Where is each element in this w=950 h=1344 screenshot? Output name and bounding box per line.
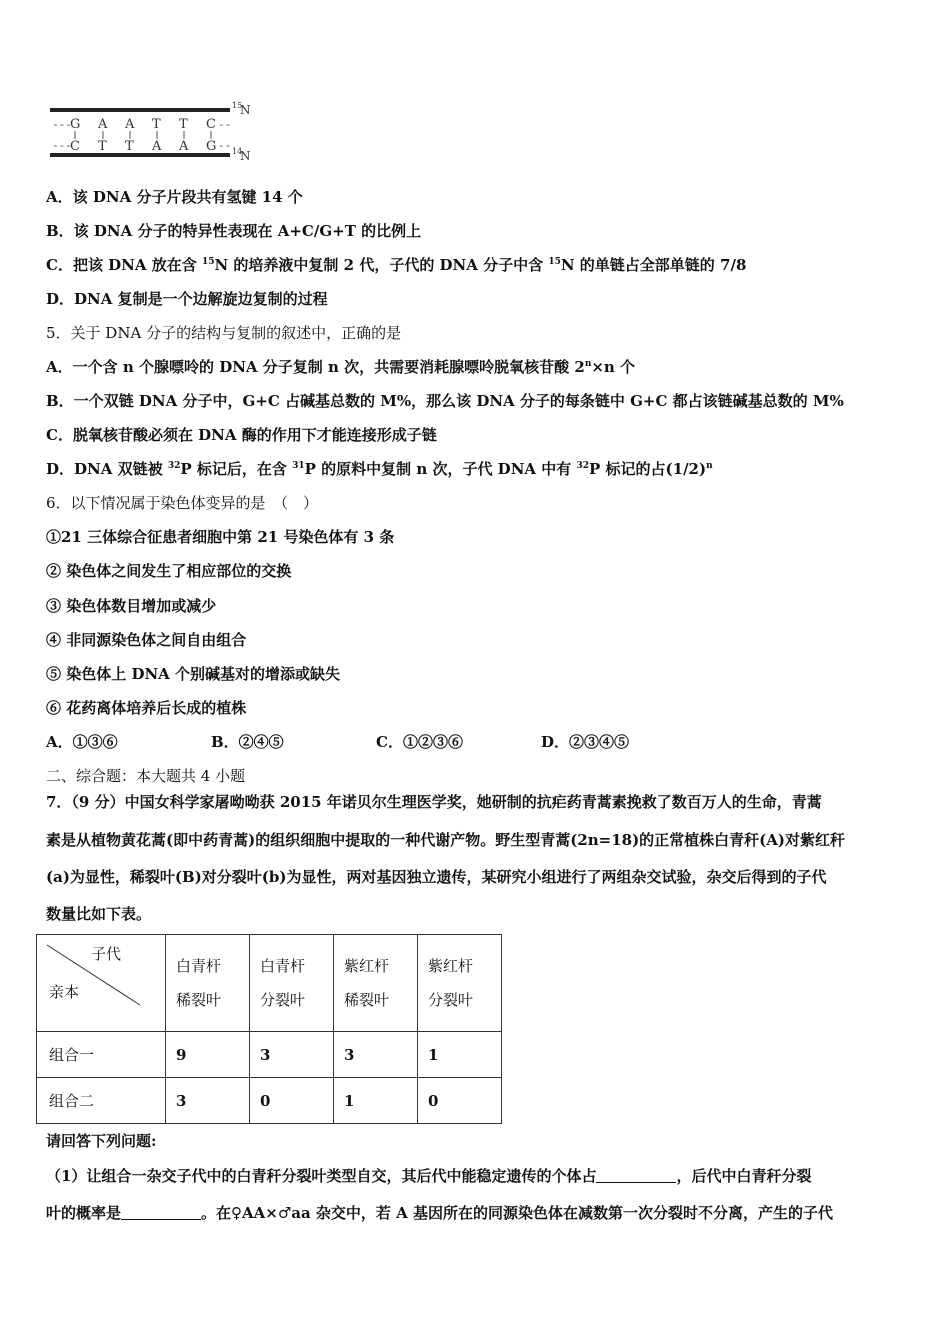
- top-base: T: [152, 117, 161, 132]
- q7-prompt: 请回答下列问题:: [46, 1132, 157, 1150]
- table-cell: 3: [166, 1078, 250, 1124]
- q5-option-b: B．一个双链 DNA 分子中，G+C 占碱基总数的 M%，那么该 DNA 分子的每条链中 G+C 都占该链碱基总数的 M%: [46, 392, 844, 410]
- q6-option-a: A．①③⑥: [46, 733, 118, 751]
- bottom-base: A: [152, 139, 162, 154]
- bottom-label-sup: 14: [232, 147, 243, 156]
- table-cell: 1: [418, 1032, 502, 1078]
- corner-label-parents: 亲本: [49, 983, 80, 1001]
- q6-item: ⑥ 花药离体培养后长成的植株: [46, 699, 247, 717]
- q7-paragraph-line: (a)为显性，稀裂叶(B)对分裂叶(b)为显性，两对基因独立遗传，某研究小组进行了两组杂交试验，杂交后得到的子代: [46, 868, 827, 886]
- corner-label-offspring: 子代: [91, 945, 122, 963]
- table-header-row: [37, 935, 502, 1032]
- table-cell: 9: [166, 1032, 250, 1078]
- q5-stem: 5．关于 DNA 分子的结构与复制的叙述中，正确的是: [46, 324, 402, 342]
- q4-option-d: D．DNA 复制是一个边解旋边复制的过程: [46, 290, 328, 308]
- bottom-base: A: [179, 139, 189, 154]
- q5-option-c: C．脱氧核苷酸必须在 DNA 酶的作用下才能连接形成子链: [46, 426, 437, 444]
- svg-text:---: ---: [52, 139, 72, 152]
- q6-stem: 6．以下情况属于染色体变异的是 （ ）: [46, 494, 319, 512]
- table-header-cell: 紫红杆 分裂叶: [418, 935, 502, 1032]
- table-cell: 0: [250, 1078, 334, 1124]
- table-cell: 0: [418, 1078, 502, 1124]
- bottom-base: G: [206, 139, 217, 154]
- top-base: T: [179, 117, 188, 132]
- table-row: [37, 1032, 502, 1078]
- table-header-cell: 白青杆 稀裂叶: [166, 935, 250, 1032]
- top-base: A: [98, 117, 108, 132]
- q5-option-a: A．一个含 n 个腺嘌呤的 DNA 分子复制 n 次，共需要消耗腺嘌呤脱氧核苷酸 $2^n\times n$ 个: [46, 358, 636, 376]
- table-row-label: 组合一: [37, 1032, 166, 1078]
- q6-options: [46, 732, 706, 752]
- q6-option-c: C．①②③⑥: [376, 733, 463, 751]
- q6-option-b: B．②④⑤: [211, 733, 284, 751]
- q7-paragraph-line: 数量比如下表。: [46, 905, 152, 923]
- q6-item: ② 染色体之间发生了相应部位的交换: [46, 562, 292, 580]
- table-corner-cell: [37, 935, 166, 1032]
- svg-text:--: --: [218, 118, 232, 131]
- bottom-base: C: [70, 139, 80, 154]
- bottom-base: T: [98, 139, 107, 154]
- top-base: A: [125, 117, 135, 132]
- q7-paragraph-line: 7．（9 分）中国女科学家屠呦呦获 2015 年诺贝尔生理医学奖，她研制的抗疟药青蒿素挽救了数百万人的生命，青蒿: [46, 793, 822, 811]
- answer-blank[interactable]: [121, 1205, 201, 1220]
- q6-item: ③ 染色体数目增加或减少: [46, 597, 217, 615]
- table-cell: 3: [250, 1032, 334, 1078]
- table-header-cell: 白青杆 分裂叶: [250, 935, 334, 1032]
- q7-sub1-line: （1）让组合一杂交子代中的白青秆分裂叶类型自交，其后代中能稳定遗传的个体占 ，后代中白青秆分裂: [46, 1167, 812, 1185]
- table-header-cell: 紫红杆 稀裂叶: [334, 935, 418, 1032]
- q4-option-a: A．该 DNA 分子片段共有氢键 14 个: [46, 188, 303, 206]
- table-row-label: 组合二: [37, 1078, 166, 1124]
- q4-option-b: B．该 DNA 分子的特异性表现在 A+C/G+T 的比例上: [46, 222, 422, 240]
- q4-option-c: C．把该 DNA 放在含 $^{15}$N 的培养液中复制 2 代，子代的 DNA 分子中含 $^{15}$N 的单链占全部单链的 7/8: [46, 256, 747, 274]
- q6-item: ①21 三体综合征患者细胞中第 21 号染色体有 3 条: [46, 528, 395, 546]
- bottom-base: T: [125, 139, 134, 154]
- table-cell: 1: [334, 1078, 418, 1124]
- top-label-sup: 15: [232, 101, 243, 110]
- q6-option-d: D．②③④⑤: [541, 733, 630, 751]
- table-row: [37, 1078, 502, 1124]
- top-base: C: [206, 117, 216, 132]
- q7-paragraph-line: 素是从植物黄花蒿(即中药青蒿)的组织细胞中提取的一种代谢产物。野生型青蒿(2n=18)的正常植株白青秆(A)对紫红秆: [46, 831, 846, 849]
- bottom-label: N: [240, 149, 251, 163]
- q6-item: ⑤ 染色体上 DNA 个别碱基对的增添或缺失: [46, 665, 341, 683]
- table-cell: 3: [334, 1032, 418, 1078]
- q7-sub1-line: 叶的概率是 。在♀AA×♂aa 杂交中，若 A 基因所在的同源染色体在减数第一次分裂时不分离，产生的子代: [46, 1204, 834, 1222]
- cross-results-table: [36, 934, 502, 1124]
- top-label: N: [240, 103, 251, 117]
- q6-item: ④ 非同源染色体之间自由组合: [46, 631, 247, 649]
- section-title: 二、综合题：本大题共 4 小题: [46, 767, 246, 785]
- q5-option-d: D．DNA 双链被 $^{32}$P 标记后，在含 $^{31}$P 的原料中复制 n 次，子代 DNA 中有 $^{32}$P 标记的占$(1/2)^n$: [46, 460, 713, 478]
- answer-blank[interactable]: [596, 1168, 676, 1183]
- svg-text:--: --: [218, 139, 232, 152]
- dna-fragment-figure: [48, 98, 268, 168]
- top-base: G: [70, 117, 81, 132]
- svg-text:---: ---: [52, 118, 72, 131]
